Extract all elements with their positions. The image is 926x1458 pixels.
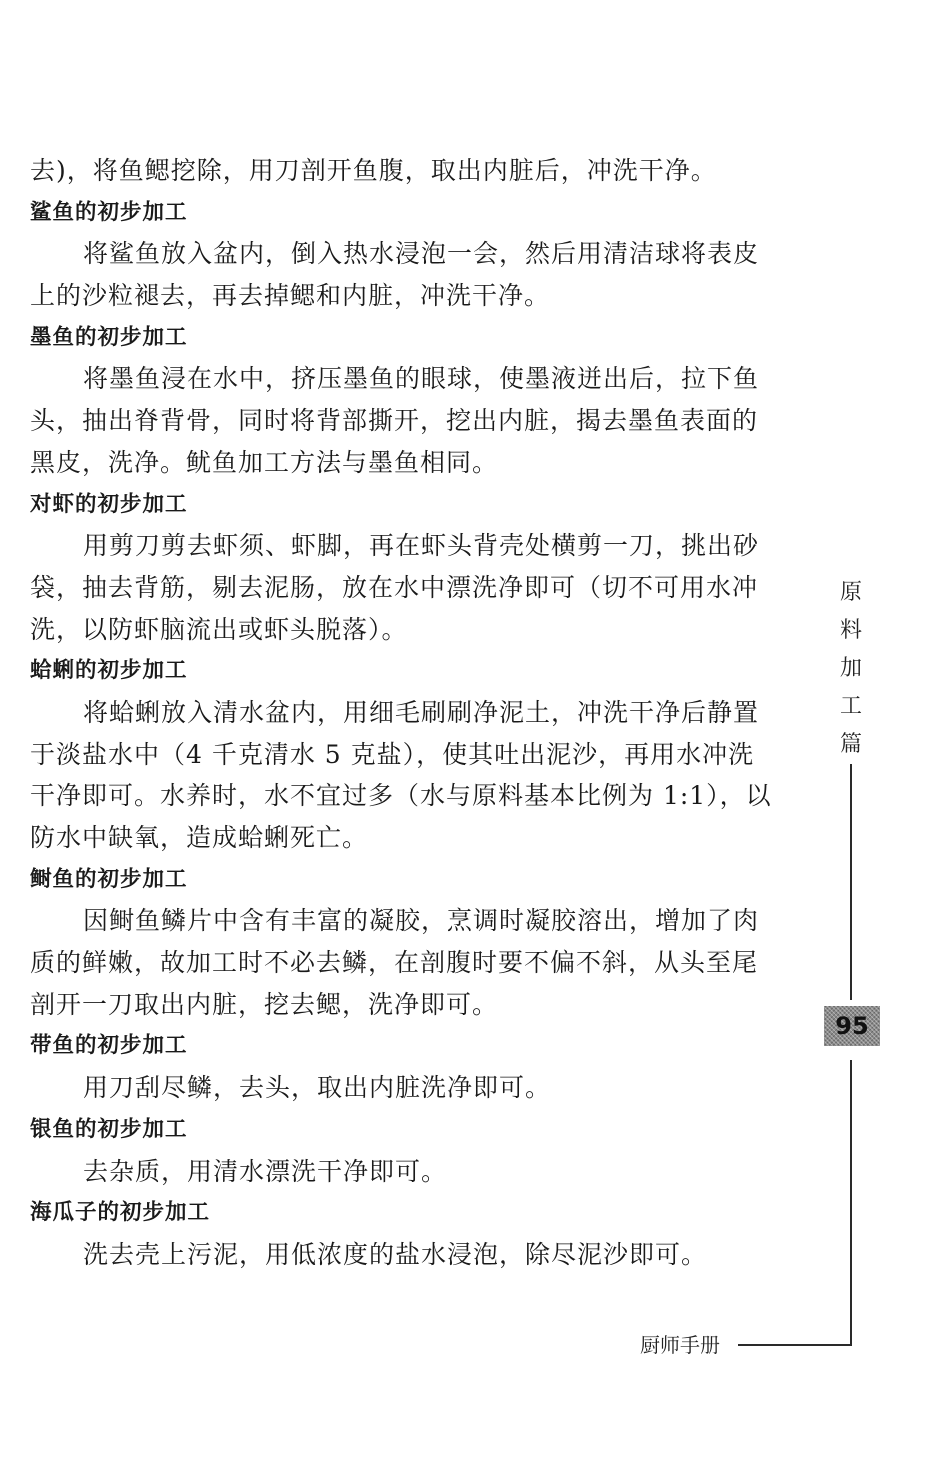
paragraph-line: 上的沙粒褪去，再去掉鳃和内脏，冲洗干净。 [30,281,551,311]
section-heading: 鲥鱼的初步加工 [30,866,188,892]
paragraph-line: 将蛤蜊放入清水盆内，用细毛刷刷净泥土，冲洗干净后静置 [83,697,760,727]
footer-rule [738,1344,852,1346]
section-heading: 对虾的初步加工 [30,491,188,517]
body-text [30,150,812,1276]
chapter-side-title [836,574,866,764]
paragraph-line: 因鲥鱼鳞片中含有丰富的凝胶，烹调时凝胶溶出，增加了肉 [83,906,760,936]
side-title-char: 料 [839,618,862,643]
paragraph-line: 头，抽出脊背骨，同时将背部撕开，挖出内脏，揭去墨鱼表面的 [30,406,759,436]
section-heading: 墨鱼的初步加工 [30,324,188,350]
side-title-char: 原 [839,580,862,605]
paragraph-line: 用剪刀剪去虾须、虾脚，再在虾头背壳处横剪一刀，挑出砂 [83,531,760,561]
paragraph-line: 黑皮，洗净。鱿鱼加工方法与墨鱼相同。 [30,447,499,477]
paragraph-line: 质的鲜嫩，故加工时不必去鳞，在剖腹时要不偏不斜，从头至尾 [30,948,759,978]
paragraph-line: 防水中缺氧，造成蛤蜊死亡。 [30,823,369,852]
margin-rule-upper [850,764,852,1000]
paragraph-line: 于淡盐水中（4 千克清水 5 克盐），使其吐出泥沙，再用水冲洗 [30,739,755,769]
paragraph-line: 去)，将鱼鳃挖除，用刀剖开鱼腹，取出内脏后，冲洗干净。 [30,156,717,185]
book-title-footer: 厨师手册 [640,1333,720,1357]
side-title-char: 加 [839,656,862,681]
paragraph-line: 洗，以防虾脑流出或虾头脱落）。 [30,614,408,644]
section-heading: 带鱼的初步加工 [30,1033,188,1059]
side-title-char: 篇 [839,732,862,757]
paragraph-line: 用刀刮尽鳞，去头，取出内脏洗净即可。 [83,1073,552,1103]
paragraph-line: 将墨鱼浸在水中，挤压墨鱼的眼球，使墨液迸出后，拉下鱼 [83,364,760,394]
paragraph-line: 将鲨鱼放入盆内，倒入热水浸泡一会，然后用清洁球将表皮 [83,239,760,269]
side-title-char: 工 [839,694,862,719]
paragraph-line: 洗去壳上污泥，用低浓度的盐水浸泡，除尽泥沙即可。 [83,1239,708,1269]
section-heading: 蛤蜊的初步加工 [30,658,188,684]
section-heading: 银鱼的初步加工 [30,1116,188,1142]
paragraph-line: 剖开一刀取出内脏，挖去鳃，洗净即可。 [30,989,499,1019]
page-number: 95 [824,1006,880,1046]
paragraph-line: 袋，抽去背筋，剔去泥肠，放在水中漂洗净即可（切不可用水冲 [30,572,759,602]
paragraph-line: 干净即可。水养时，水不宜过多（水与原料基本比例为 1:1），以 [30,781,772,811]
margin-rule-lower [850,1060,852,1344]
section-heading: 鲨鱼的初步加工 [30,199,188,225]
paragraph-line: 去杂质，用清水漂洗干净即可。 [83,1156,448,1186]
section-heading: 海瓜子的初步加工 [30,1200,211,1226]
